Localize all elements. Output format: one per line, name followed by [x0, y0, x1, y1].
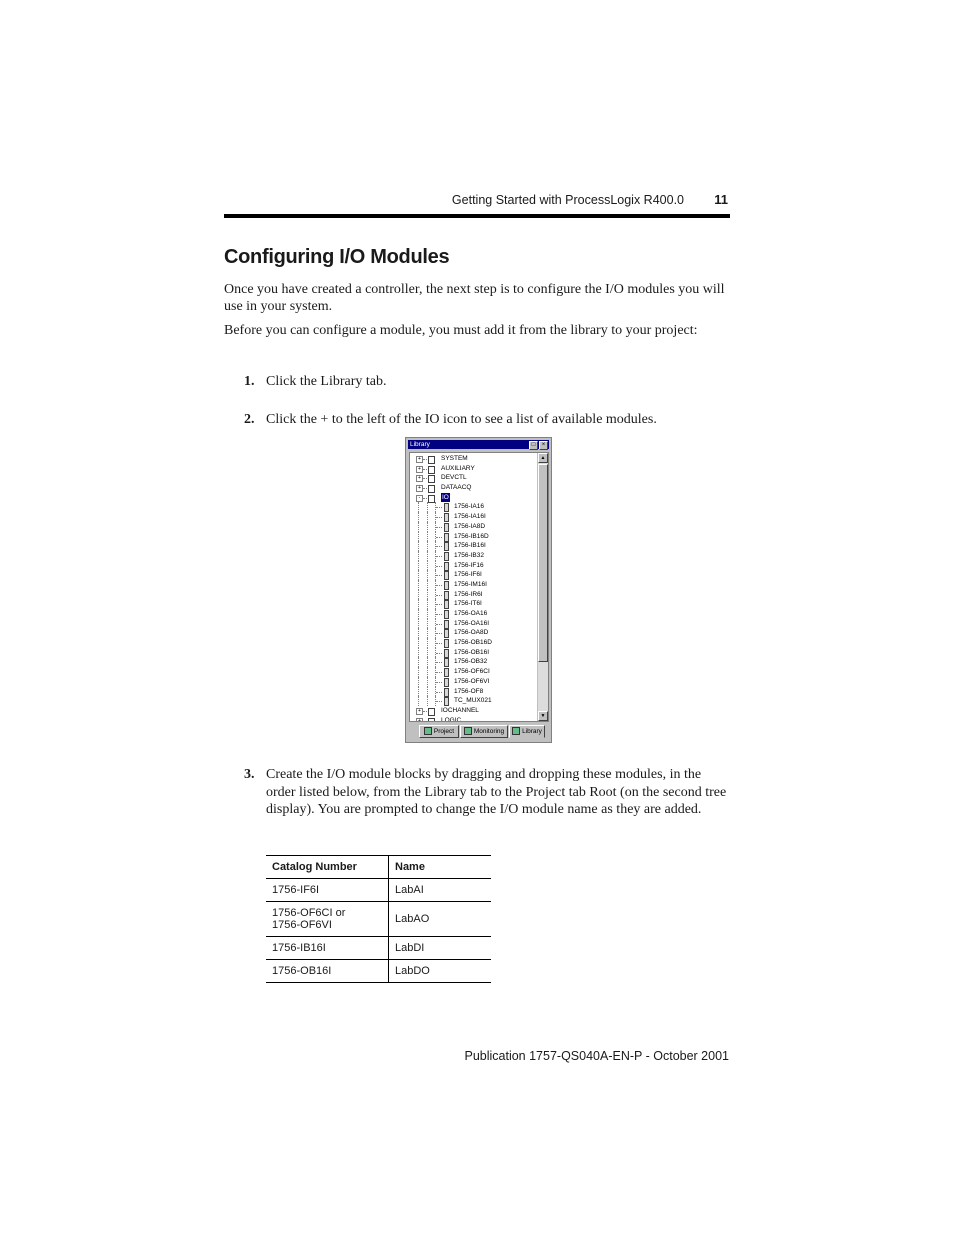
expand-icon[interactable]: + [416, 466, 423, 473]
table-row [266, 879, 491, 902]
expand-icon[interactable]: + [416, 485, 423, 492]
tree-module-item[interactable] [410, 696, 536, 706]
tree-module-item[interactable] [410, 609, 536, 619]
tree-item-label: 1756-OA8D [454, 629, 489, 637]
module-icon [444, 697, 449, 706]
catalog-cell: 1756-IF6I [266, 879, 389, 902]
module-icon [444, 658, 449, 667]
table-header-row [266, 856, 491, 879]
tree-module-item[interactable] [410, 522, 536, 532]
step-1 [244, 373, 730, 391]
step-number: 2. [244, 412, 255, 427]
collapse-icon[interactable]: - [416, 495, 423, 502]
tab-monitoring[interactable]: Monitoring [460, 725, 508, 738]
tree-folder-item[interactable] [410, 454, 536, 464]
tree-module-item[interactable] [410, 580, 536, 590]
module-icon [444, 533, 449, 542]
module-icon [444, 688, 449, 697]
table-row [266, 937, 491, 960]
tree-module-item[interactable] [410, 599, 536, 609]
tree-module-item[interactable] [410, 667, 536, 677]
expand-icon[interactable]: + [416, 456, 423, 463]
scroll-down-icon[interactable]: ▼ [538, 711, 548, 721]
column-header-catalog: Catalog Number [266, 856, 389, 879]
tree-module-item[interactable] [410, 677, 536, 687]
tree-module-item[interactable] [410, 648, 536, 658]
tree-item-label: 1756-IF6I [454, 571, 482, 579]
tree-item-label: TC_MUX021 [454, 697, 492, 705]
tree-item-label: 1756-OA16 [454, 610, 488, 617]
tree-item-label: SYSTEM [441, 455, 468, 462]
name-cell: LabDO [389, 960, 492, 983]
tree-module-item[interactable] [410, 638, 536, 648]
tree-item-label: 1756-OA16I [454, 619, 490, 627]
tree-item-label: IOCHANNEL [441, 706, 479, 714]
page-number: 11 [714, 192, 728, 207]
running-header [224, 192, 730, 212]
tree-item-label: 1756-IB16I [454, 542, 486, 550]
scroll-up-icon[interactable]: ▲ [538, 453, 548, 463]
project-icon [424, 727, 432, 735]
tree-item-label: 1756-IA16I [454, 513, 486, 521]
tree-module-item[interactable] [410, 541, 536, 551]
folder-icon [428, 718, 435, 722]
tree-module-item[interactable] [410, 657, 536, 667]
tab-project[interactable]: Project [419, 725, 459, 738]
name-cell: LabDI [389, 937, 492, 960]
tree-folder-item[interactable] [410, 493, 536, 503]
expand-icon[interactable]: + [416, 708, 423, 715]
tree-item-label: 1756-OB16D [454, 639, 492, 647]
expand-icon[interactable]: + [416, 475, 423, 482]
tree-item-label: 1756-OB32 [454, 658, 488, 666]
tree-module-item[interactable] [410, 628, 536, 638]
expand-icon[interactable]: + [416, 718, 423, 722]
module-icon [444, 600, 449, 609]
module-icon [444, 542, 449, 551]
tree-item-label: 1756-IA16 [454, 503, 484, 511]
tree-item-label: AUXILIARY [441, 464, 475, 472]
module-icon [444, 552, 449, 561]
module-icon [444, 591, 449, 600]
tree-module-item[interactable] [410, 619, 536, 629]
tree-folder-item[interactable] [410, 473, 536, 483]
library-icon [512, 727, 520, 735]
window-tabs [409, 724, 547, 738]
step-text: Click the Library tab. [266, 374, 387, 389]
step-number: 3. [244, 767, 255, 782]
step-text: Click the + to the left of the IO icon to see a list of available modules. [266, 412, 657, 427]
tree-module-item[interactable] [410, 570, 536, 580]
step-text: Create the I/O module blocks by dragging and dropping these modules, in the order listed below, from the Library tab to the Project tab Root (on the second tree display). You are prompted to change the I/O module name as they are added. [266, 767, 727, 817]
module-icon [444, 523, 449, 532]
module-icon [444, 610, 449, 619]
table-row [266, 960, 491, 983]
tree-module-item[interactable] [410, 512, 536, 522]
tree-item-label: 1756-OF6CI [454, 668, 490, 676]
tree-item-label: LOGIC [441, 716, 462, 722]
module-icon [444, 571, 449, 580]
tree-module-item[interactable] [410, 532, 536, 542]
tree-item-label: 1756-IR6I [454, 590, 483, 598]
step-2 [244, 411, 730, 429]
intro-paragraph: Once you have created a controller, the next step is to configure the I/O modules you will use in your system. [224, 282, 725, 314]
tree-folder-item[interactable] [410, 716, 536, 722]
module-icon [444, 629, 449, 638]
module-icon [444, 639, 449, 648]
library-tree [410, 454, 536, 722]
column-header-name: Name [395, 861, 425, 873]
publication-footer: Publication 1757-QS040A-EN-P - October 2001 [464, 1049, 729, 1063]
close-icon[interactable]: × [539, 441, 548, 450]
tree-item-label: 1756-OF8 [454, 687, 484, 695]
library-window [405, 437, 552, 743]
tree-module-item[interactable] [410, 551, 536, 561]
tree-folder-item[interactable] [410, 464, 536, 474]
tree-item-label: 1756-IF16 [454, 561, 484, 569]
header-rule [224, 214, 730, 218]
library-paragraph: Before you can configure a module, you must add it from the library to your project: [224, 323, 698, 338]
tree-module-item[interactable] [410, 590, 536, 600]
name-cell: LabAI [389, 879, 492, 902]
tree-folder-item[interactable] [410, 706, 536, 716]
tree-item-label: 1756-IT6I [454, 600, 482, 608]
tree-item-label: DEVCTL [441, 474, 467, 482]
tree-item-label: 1756-IB32 [454, 551, 484, 559]
section-title: Configuring I/O Modules [224, 246, 450, 268]
tree-module-item[interactable] [410, 687, 536, 697]
tree-item-label: 1756-OF6VI [454, 677, 490, 685]
running-header-title: Getting Started with ProcessLogix R400.0 [451, 193, 684, 207]
tree-module-item[interactable] [410, 561, 536, 571]
maximize-icon[interactable]: □ [529, 441, 538, 450]
module-icon [444, 620, 449, 629]
tree-item-label: 1756-IB16D [454, 532, 489, 540]
tree-view[interactable] [409, 452, 549, 722]
catalog-cell: 1756-OB16I [266, 960, 389, 983]
tree-item-label: 1756-IM16I [454, 580, 487, 588]
step-3 [244, 766, 730, 819]
tree-module-item[interactable] [410, 502, 536, 512]
name-cell: LabAO [389, 902, 492, 937]
window-title: Library [410, 441, 430, 448]
scroll-thumb[interactable] [538, 464, 548, 662]
module-icon [444, 513, 449, 522]
module-icon [444, 503, 449, 512]
catalog-cell: 1756-OF6CI or 1756-OF6VI [266, 902, 389, 937]
module-icon [444, 649, 449, 658]
vertical-scrollbar[interactable] [537, 453, 548, 721]
module-icon [444, 581, 449, 590]
module-icon [444, 562, 449, 571]
step-number: 1. [244, 374, 255, 389]
monitoring-icon [464, 727, 472, 735]
window-title-bar [408, 440, 549, 449]
tree-item-label: DATAACQ [441, 484, 472, 492]
tree-item-label: 1756-IA8D [454, 522, 486, 530]
module-icon [444, 668, 449, 677]
tab-library[interactable]: Library [509, 725, 545, 738]
module-table [266, 855, 491, 983]
table-row [266, 902, 491, 937]
tree-folder-item[interactable] [410, 483, 536, 493]
tree-item-label: IO [442, 493, 449, 501]
catalog-cell: 1756-IB16I [266, 937, 389, 960]
tree-item-label: 1756-OB16I [454, 648, 490, 656]
module-icon [444, 678, 449, 687]
